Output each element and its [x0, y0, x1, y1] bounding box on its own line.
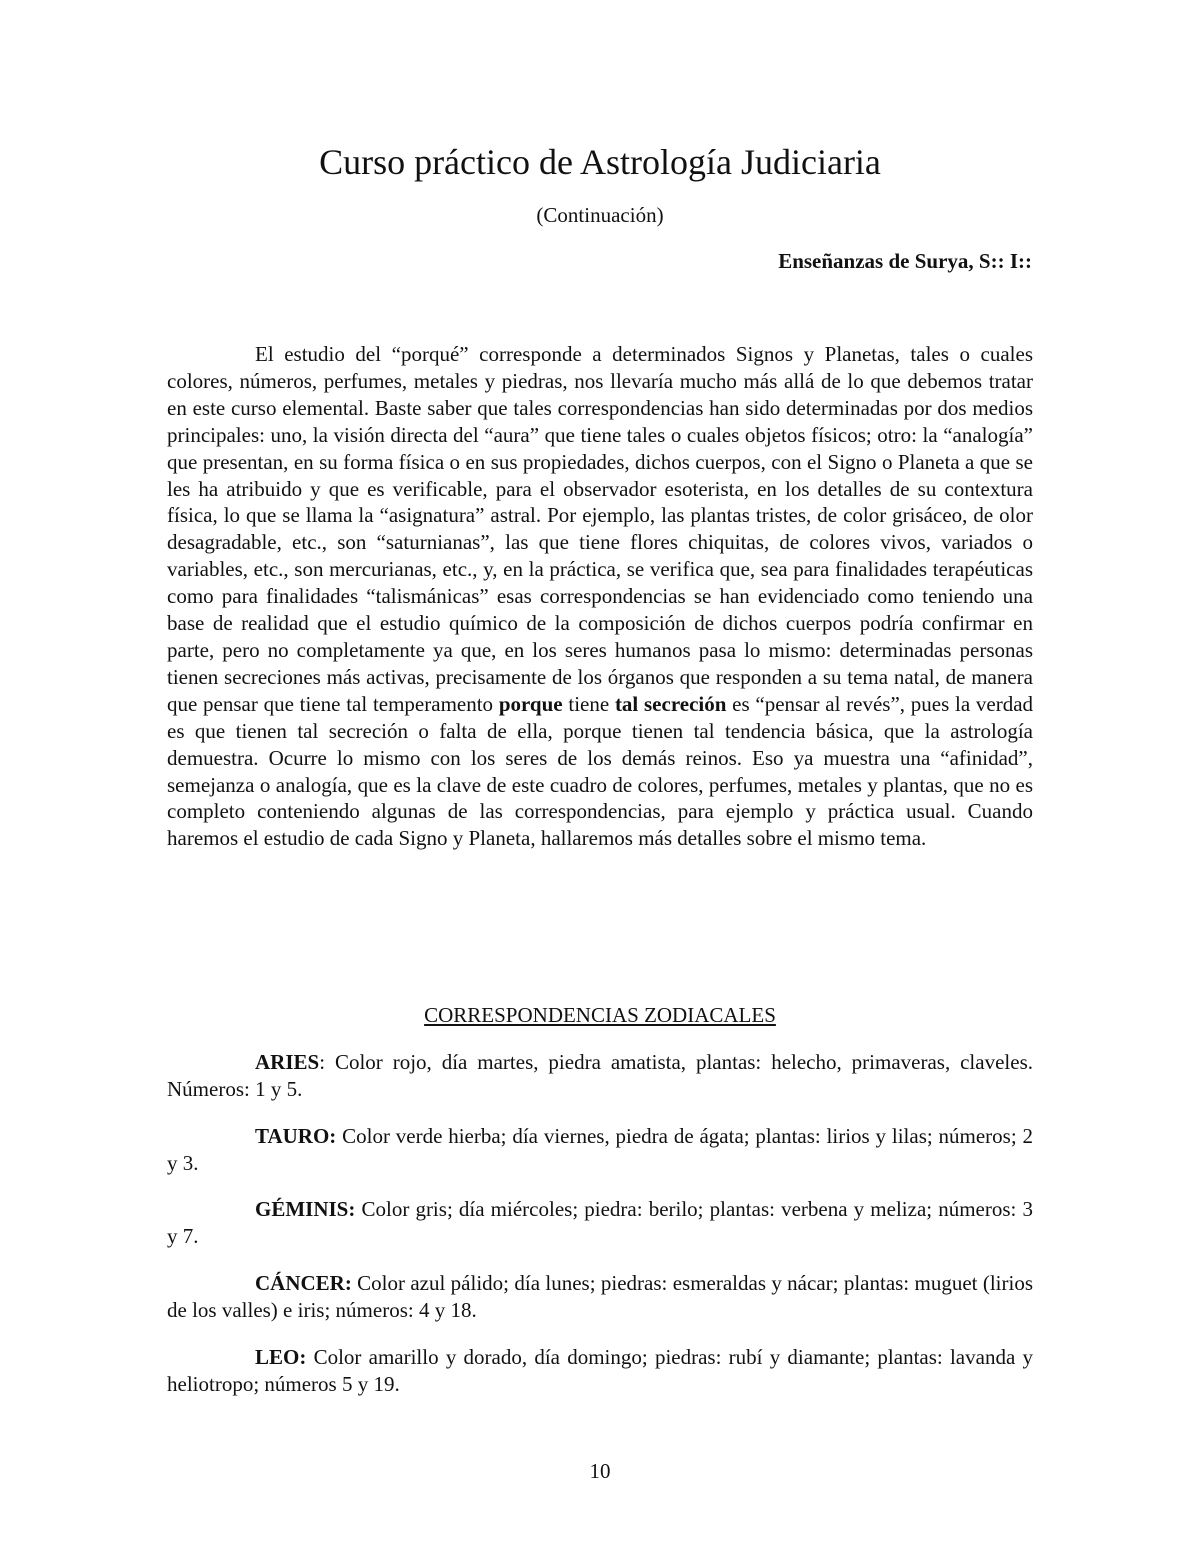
intro-text-part3: es “pensar al revés”, pues la verdad es que tienen tal secreción o falta de ella, porque tienen tal tendencia básica, que la astrología demuestra. Ocurre lo mismo con los seres de los demás reinos. Eso ya muestra una “afinidad”, semejanza o analogía, que es la clave de este cuadro de colores, perfumes, metales y plantas, que no es completo conteniendo algunas de las correspondencias, para ejemplo y práctica usual. Cuando haremos el estudio de cada Signo y Planeta, hallaremos más detalles sobre el mismo tema. [167, 691, 1034, 851]
zodiac-entry-cancer [167, 1270, 1033, 1324]
author-line: Enseñanzas de Surya, S:: I:: [778, 249, 1032, 273]
page-subtitle: (Continuación) [536, 203, 664, 227]
intro-bold-secrecion: tal secreción [614, 691, 727, 716]
zodiac-entry-text: Color azul pálido; día lunes; piedras: esmeraldas y nácar; plantas: muguet (lirios de los valles) e iris; números: 4 y 18. [167, 1271, 1033, 1322]
intro-paragraph [167, 341, 1033, 852]
zodiac-entry-text: Color verde hierba; día viernes, piedra de ágata; plantas: lirios y lilas; números; 2 y 3. [167, 1124, 1033, 1175]
intro-text-part2: tiene [568, 691, 610, 716]
zodiac-entry-aries [167, 1049, 1033, 1103]
zodiac-sign-label: TAURO: [255, 1124, 337, 1148]
zodiac-entry-tauro [167, 1123, 1033, 1177]
zodiac-entry-geminis [167, 1196, 1033, 1250]
zodiac-sign-label: GÉMINIS: [255, 1197, 356, 1221]
intro-text-part1: El estudio del “porqué” corresponde a determinados Signos y Planetas, tales o cuales colores, números, perfumes, metales y piedras, nos llevaría mucho más allá de lo que debemos tratar en este curso elemental. Baste saber que tales correspondencias han sido determinadas por dos medios principales: uno, la visión directa del “aura” que tiene tales o cuales objetos físicos; otro: la “analogía” que presentan, en su forma física o en sus propiedades, dichos cuerpos, con el Signo o Planeta a que se les ha atribuido y que es verificable, para el observador esoterista, en los detalles de su contextura física, lo que se llama la “asignatura” astral. Por ejemplo, las plantas tristes, de color grisáceo, de olor desagradable, etc., son “saturnianas”, las que tiene flores chiquitas, de colores vivos, variados o variables, etc., son mercurianas, etc., y, en la práctica, se verifica que, sea para finalidades terapéuticas como para finalidades “talismánicas” esas correspondencias se han evidenciado como teniendo una base de realidad que el estudio químico de la composición de dichos cuerpos podría confirmar en parte, pero no completamente ya que, en los seres humanos pasa lo mismo: determinadas personas tienen secreciones más activas, precisamente de los órganos que responden a su tema natal, de manera que pensar que tiene tal temperamento [167, 342, 1033, 716]
zodiac-entry-text: Color gris; día miércoles; piedra: berilo; plantas: verbena y meliza; números: 3 y 7. [167, 1197, 1033, 1248]
page-number: 10 [589, 1459, 611, 1483]
zodiac-entry-leo [167, 1344, 1033, 1398]
zodiac-sign-label: ARIES [255, 1050, 320, 1074]
zodiac-sign-label: LEO: [255, 1345, 307, 1369]
zodiac-entry-text: Color amarillo y dorado, día domingo; piedras: rubí y diamante; plantas: lavanda y heliotropo; números 5 y 19. [167, 1345, 1033, 1396]
section-heading: CORRESPONDENCIAS ZODIACALES [424, 1003, 776, 1027]
intro-bold-porque: porque [498, 691, 563, 716]
zodiac-entry-text: : Color rojo, día martes, piedra amatista, plantas: helecho, primaveras, claveles. Números: 1 y 5. [167, 1050, 1033, 1101]
page-title: Curso práctico de Astrología Judiciaria [319, 142, 881, 182]
zodiac-sign-label: CÁNCER: [255, 1271, 352, 1295]
